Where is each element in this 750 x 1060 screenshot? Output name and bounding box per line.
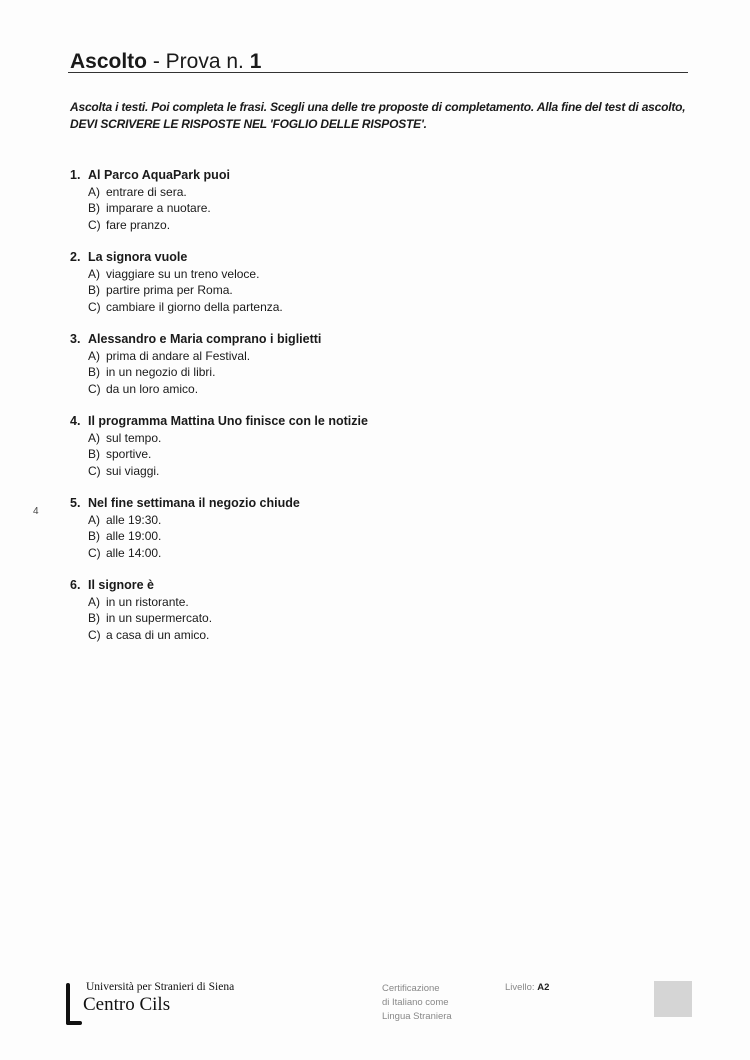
title-main: Ascolto bbox=[70, 50, 148, 73]
option-b bbox=[70, 610, 670, 626]
question-5 bbox=[70, 495, 670, 577]
logo-mark-foot bbox=[66, 1021, 82, 1025]
option-text: da un loro amico. bbox=[106, 381, 199, 396]
question-heading bbox=[70, 331, 670, 348]
cert-line-1: Certificazione bbox=[382, 983, 440, 994]
question-number: 2. bbox=[70, 250, 81, 264]
question-text: La signora vuole bbox=[88, 250, 188, 264]
option-text: in un ristorante. bbox=[106, 595, 189, 609]
cert-line-2: di Italiano come bbox=[382, 997, 449, 1008]
option-text: alle 19:30. bbox=[106, 513, 162, 527]
centre-name: Centro Cils bbox=[83, 994, 171, 1015]
title-number: 1 bbox=[249, 50, 262, 73]
option-b bbox=[70, 446, 670, 462]
instructions-line-2: DEVI SCRIVERE LE RISPOSTE NEL 'FOGLIO DELLE RISPOSTE'. bbox=[70, 117, 427, 131]
option-text: partire prima per Roma. bbox=[106, 283, 233, 298]
option-letter: A) bbox=[88, 431, 100, 445]
option-c bbox=[70, 299, 670, 315]
cert-line-3: Lingua Straniera bbox=[382, 1011, 452, 1022]
option-c bbox=[70, 463, 670, 479]
option-text: in un negozio di libri. bbox=[106, 365, 216, 380]
option-a bbox=[70, 266, 670, 282]
question-text: Il signore è bbox=[88, 578, 154, 592]
instructions-line-1: Ascolta i testi. Poi completa le frasi. Scegli una delle tre proposte di completamento. Alla fine del test di ascolto, bbox=[70, 100, 686, 114]
title-underline bbox=[68, 72, 688, 73]
option-a bbox=[70, 348, 670, 364]
option-a bbox=[70, 430, 670, 446]
option-letter: C) bbox=[88, 627, 101, 642]
option-a bbox=[70, 512, 670, 528]
option-b bbox=[70, 200, 670, 216]
university-name: Università per Stranieri di Siena bbox=[86, 981, 235, 993]
option-text: alle 19:00. bbox=[106, 529, 162, 544]
question-number: 3. bbox=[70, 332, 81, 346]
question-6 bbox=[70, 577, 670, 659]
question-heading bbox=[70, 413, 670, 430]
question-text: Alessandro e Maria comprano i biglietti bbox=[88, 332, 322, 346]
option-a bbox=[70, 594, 670, 610]
question-heading bbox=[70, 495, 670, 512]
option-b bbox=[70, 282, 670, 298]
question-text: Nel fine settimana il negozio chiude bbox=[88, 496, 300, 510]
option-c bbox=[70, 217, 670, 233]
option-text: prima di andare al Festival. bbox=[106, 349, 251, 363]
option-letter: B) bbox=[88, 447, 100, 462]
question-number: 6. bbox=[70, 578, 81, 592]
option-letter: A) bbox=[88, 595, 100, 609]
level-label: Livello: bbox=[505, 982, 538, 993]
question-heading bbox=[70, 249, 670, 266]
question-number: 1. bbox=[70, 168, 81, 182]
option-text: viaggiare su un treno veloce. bbox=[106, 267, 260, 281]
level-indicator bbox=[505, 982, 549, 993]
option-a bbox=[70, 184, 670, 200]
option-text: cambiare il giorno della partenza. bbox=[106, 299, 283, 314]
option-letter: C) bbox=[88, 463, 101, 478]
question-number: 5. bbox=[70, 496, 81, 510]
option-letter: B) bbox=[88, 365, 100, 380]
page-number: 4 bbox=[33, 506, 39, 517]
question-text: Al Parco AquaPark puoi bbox=[88, 168, 230, 182]
option-text: sul tempo. bbox=[106, 431, 162, 445]
grey-box bbox=[654, 981, 692, 1017]
option-letter: A) bbox=[88, 349, 100, 363]
option-text: sui viaggi. bbox=[106, 463, 160, 478]
question-text: Il programma Mattina Uno finisce con le notizie bbox=[88, 414, 368, 428]
title-separator: - Prova n. bbox=[147, 50, 250, 73]
question-3 bbox=[70, 331, 670, 413]
option-c bbox=[70, 545, 670, 561]
option-letter: A) bbox=[88, 513, 100, 527]
option-text: sportive. bbox=[106, 447, 152, 462]
logo-mark-icon bbox=[66, 983, 70, 1025]
option-letter: C) bbox=[88, 381, 101, 396]
option-c bbox=[70, 627, 670, 643]
option-text: a casa di un amico. bbox=[106, 627, 210, 642]
question-2 bbox=[70, 249, 670, 331]
option-b bbox=[70, 528, 670, 544]
option-c bbox=[70, 381, 670, 397]
option-letter: B) bbox=[88, 283, 100, 298]
question-number: 4. bbox=[70, 414, 81, 428]
option-letter: A) bbox=[88, 185, 100, 199]
option-text: fare pranzo. bbox=[106, 217, 171, 232]
option-text: imparare a nuotare. bbox=[106, 201, 211, 216]
instructions bbox=[70, 99, 695, 133]
certification-text bbox=[382, 982, 452, 1024]
level-value: A2 bbox=[537, 982, 550, 993]
option-text: in un supermercato. bbox=[106, 611, 213, 626]
option-text: alle 14:00. bbox=[106, 545, 162, 560]
option-letter: B) bbox=[88, 611, 100, 626]
question-list bbox=[70, 167, 670, 659]
question-1 bbox=[70, 167, 670, 249]
option-letter: C) bbox=[88, 545, 101, 560]
option-b bbox=[70, 364, 670, 380]
option-letter: C) bbox=[88, 299, 101, 314]
question-heading bbox=[70, 577, 670, 594]
option-text: entrare di sera. bbox=[106, 185, 187, 199]
question-4 bbox=[70, 413, 670, 495]
question-heading bbox=[70, 167, 670, 184]
option-letter: C) bbox=[88, 217, 101, 232]
option-letter: B) bbox=[88, 529, 100, 544]
option-letter: A) bbox=[88, 267, 100, 281]
option-letter: B) bbox=[88, 201, 100, 216]
